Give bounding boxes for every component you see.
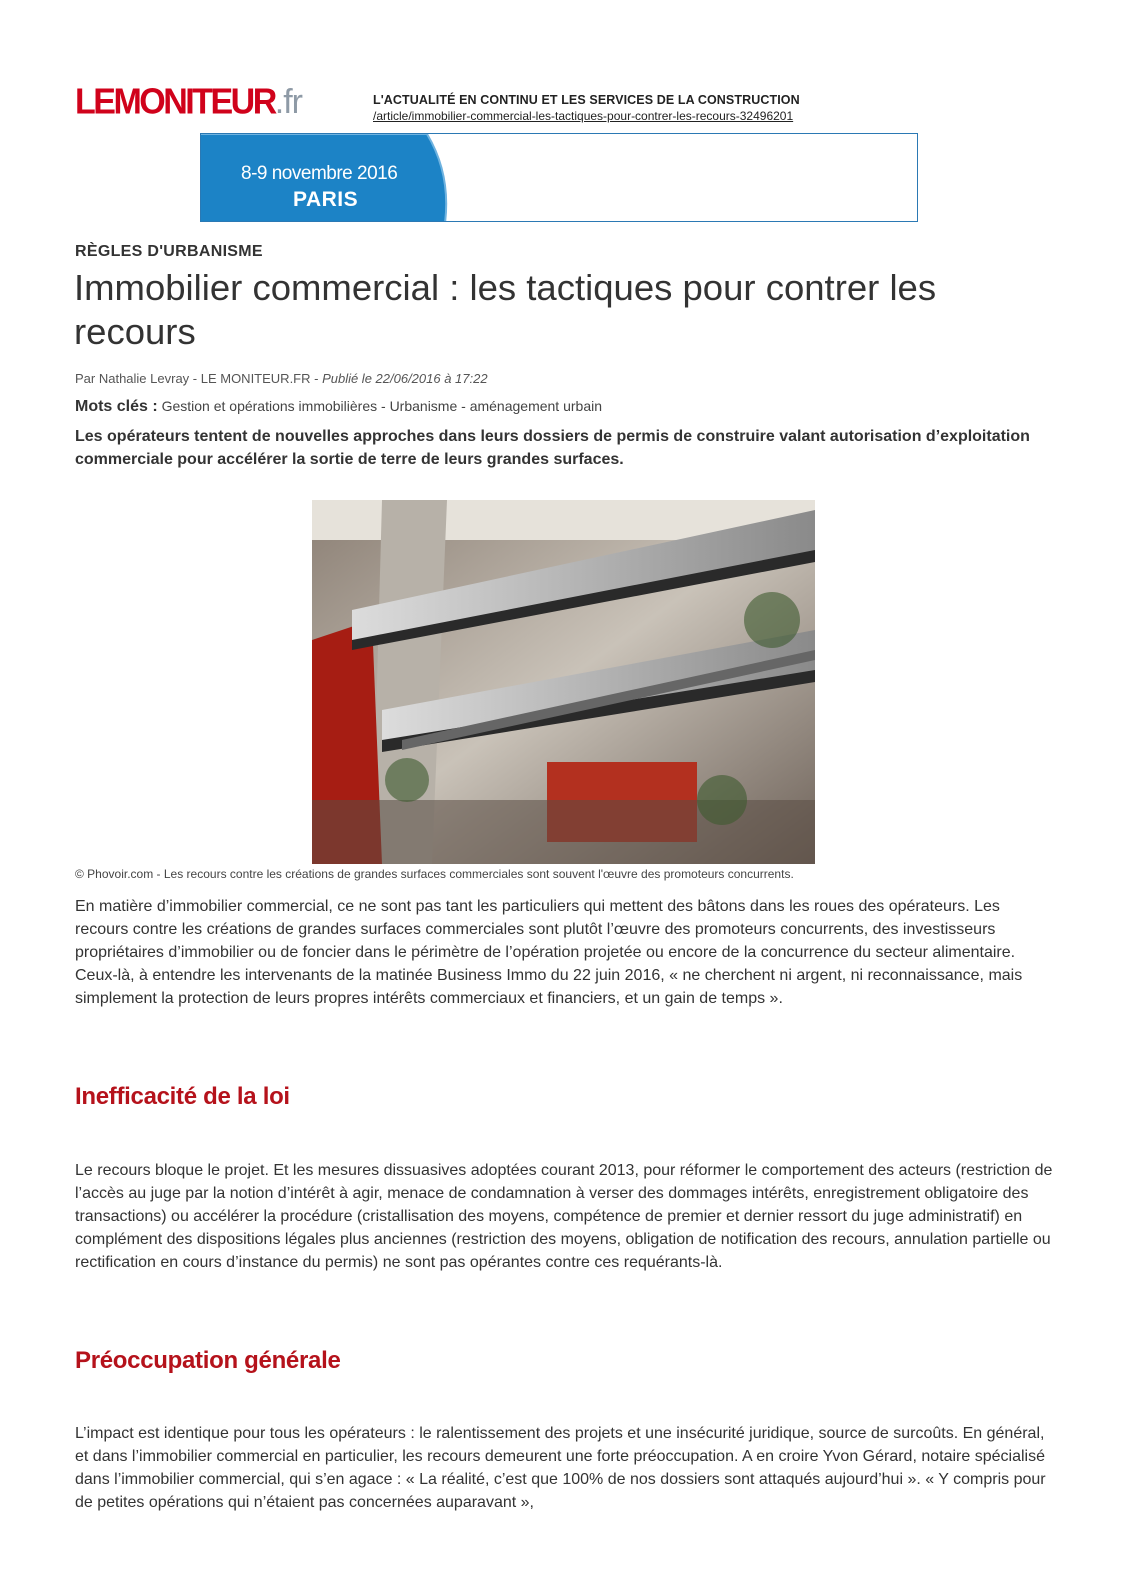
- article-lead: Les opérateurs tentent de nouvelles approches dans leurs dossiers de permis de construire valant autorisation d’exploitation commerciale pour accélérer la sortie de terre de leurs grandes surfaces.: [75, 428, 1030, 468]
- event-banner[interactable]: [200, 133, 918, 222]
- keywords-links[interactable]: Gestion et opérations immobilières - Urbanisme - aménagement urbain: [161, 398, 603, 414]
- article-kicker: RÈGLES D'URBANISME: [75, 243, 263, 260]
- escalator-photo-illustration: [312, 500, 815, 864]
- logo-wordmark: LEMONITEUR: [75, 82, 275, 122]
- logo-suffix: .fr: [274, 83, 302, 121]
- paragraph-3: L’impact est identique pour tous les opérateurs : le ralentissement des projets et une insécurité juridique, source de surcoûts. En général, et dans l’immobilier commercial en particulier, les recours demeurent une forte préoccupation. A en croire Yvon Gérard, notaire spécialisé dans l’immobilier commercial, qui s’en agace : « La réalité, c’est que 100% de nos dossiers sont attaqués aujourd’hui ». « Y compris pour de petites opérations qui n’étaient pas concernées auparavant »,: [75, 1425, 1046, 1511]
- site-logo[interactable]: [75, 83, 302, 123]
- photo-caption: © Phovoir.com - Les recours contre les créations de grandes surfaces commerciales sont souvent l'œuvre des promoteurs concurrents.: [75, 867, 794, 881]
- article-url-link[interactable]: /article/immobilier-commercial-les-tactiques-pour-contrer-les-recours-32496201: [373, 109, 794, 123]
- article-photo: [312, 500, 815, 864]
- article-byline: [75, 371, 488, 386]
- site-header: [75, 80, 975, 130]
- banner-city: PARIS: [293, 188, 359, 211]
- site-tagline: L'ACTUALITÉ EN CONTINU ET LES SERVICES DE LA CONSTRUCTION: [373, 93, 800, 107]
- section-heading-1: Inefficacité de la loi: [75, 1083, 290, 1110]
- section-heading-2: Préoccupation générale: [75, 1347, 341, 1374]
- article-title: Immobilier commercial : les tactiques pour contrer les recours: [74, 267, 937, 352]
- publication-date: Publié le 22/06/2016 à 17:22: [322, 371, 488, 386]
- byline-author: Par Nathalie Levray - LE MONITEUR.FR -: [75, 371, 323, 386]
- keywords-label: Mots clés :: [75, 398, 158, 415]
- article-keywords: [75, 398, 602, 416]
- banner-dates: 8-9 novembre 2016: [241, 163, 398, 184]
- paragraph-1: En matière d’immobilier commercial, ce ne sont pas tant les particuliers qui mettent des bâtons dans les roues des opérateurs. Les recours contre les créations de grandes surfaces commerciales sont plutôt l’œuvre des promoteurs concurrents, des investisseurs propriétaires d’immobilier ou de foncier dans le périmètre de l’opération projetée ou encore de la concurrence du secteur alimentaire. Ceux-là, à entendre les intervenants de la matinée Business Immo du 22 juin 2016, « ne cherchent ni argent, ni reconnaissance, mais simplement la protection de leurs propres intérêts commerciaux et financiers, et un gain de temps ».: [75, 898, 1023, 1007]
- paragraph-2: Le recours bloque le projet. Et les mesures dissuasives adoptées courant 2013, pour réformer le comportement des acteurs (restriction de l’accès au juge par la notion d’intérêt à agir, menace de condamnation à verser des dommages intérêts, enregistrement obligatoire des transactions) ou accélérer la procédure (cristallisation des moyens, compétence de premier et dernier ressort du juge administratif) en complément des dispositions légales plus anciennes (restriction des moyens, obligation de notification des recours, annulation partielle ou rectification en cours d’instance du permis) ne sont pas opérantes contre ces requérants-là.: [75, 1162, 1053, 1271]
